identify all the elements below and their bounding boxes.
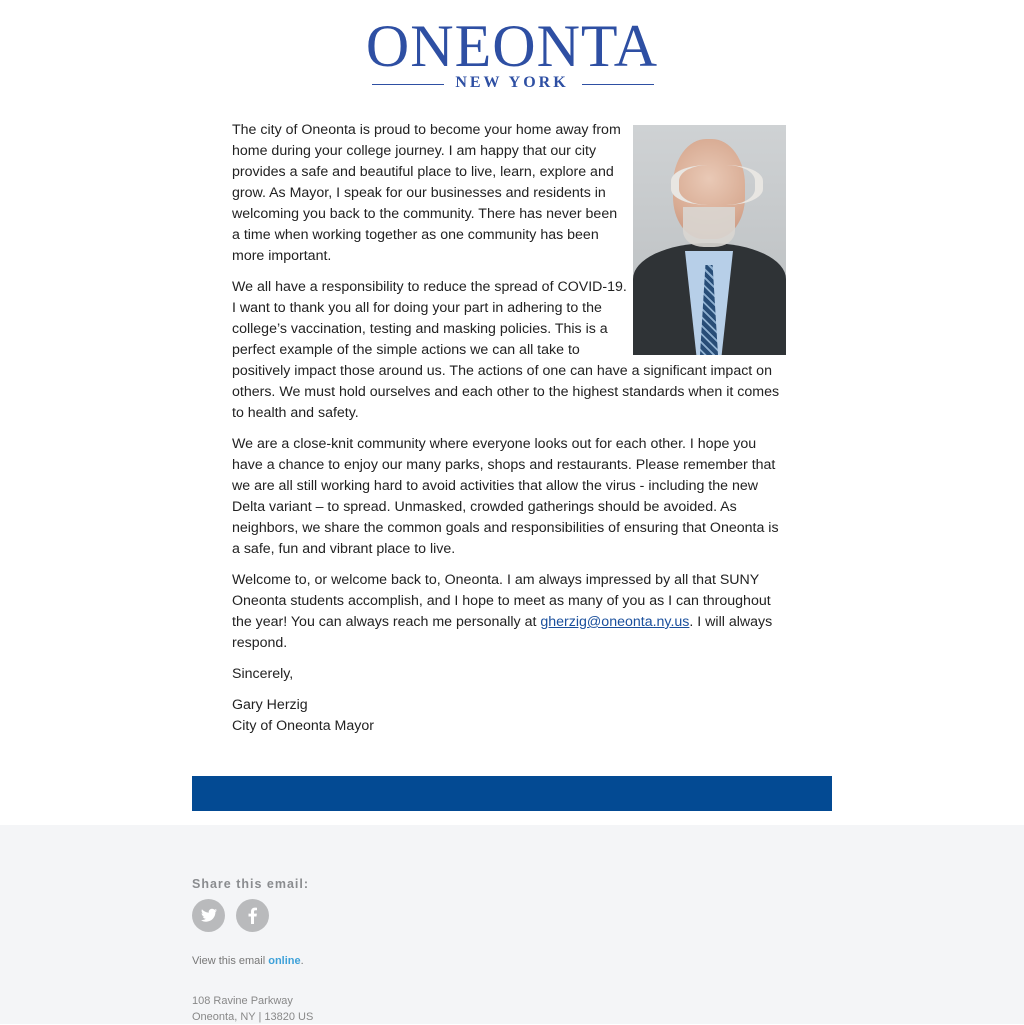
mayor-letter <box>232 120 786 737</box>
address-line-2: Oneonta, NY | 13820 US <box>192 1011 314 1023</box>
blue-divider-bar <box>192 776 832 811</box>
letter-paragraph-4: Welcome to, or welcome back to, Oneonta. I am always impressed by all that SUNY Oneonta students accomplish, and I hope to meet as many of you as I can throughout the year! You can always reach me personally at gherzig@oneonta.ny.us. I will always respond. <box>232 572 773 651</box>
signature-title: City of Oneonta Mayor <box>232 718 374 734</box>
letter-paragraph-2: We all have a responsibility to reduce the spread of COVID-19. I want to thank you all for doing your part in adhering to the college’s vaccination, testing and masking policies. This is a perfect example of the simple actions we can all take to positively impact those around us. The actions of one can have a significant impact on others. We must hold ourselves and each other to the highest standards when it comes to health and safety. <box>232 279 780 421</box>
mayor-photo <box>633 125 786 355</box>
logo-wordmark: ONEONTA <box>365 13 659 79</box>
email-footer <box>0 825 1024 1024</box>
facebook-icon[interactable] <box>236 899 269 932</box>
signature-name: Gary Herzig <box>232 697 308 713</box>
mailing-address <box>192 993 313 1025</box>
oneonta-logo <box>0 10 1024 100</box>
logo-rule-right <box>582 84 654 85</box>
share-label: Share this email: <box>192 877 310 891</box>
address-line-1: 108 Ravine Parkway <box>192 995 293 1007</box>
view-online-text: View this email online. <box>192 955 304 967</box>
letter-paragraph-3: We are a close-knit community where everyone looks out for each other. I hope you have a chance to enjoy our many parks, shops and restaurants. Please remember that we are all still working hard to avoid activities that allow the virus - including the new Delta variant – to spread. Unmasked, crowded gatherings should be avoided. As neighbors, we share the common goals and responsibilities of ensuring that Oneonta is a safe, fun and vibrant place to live. <box>232 436 779 557</box>
view-online-link[interactable]: online <box>268 955 301 967</box>
letter-paragraph-1: The city of Oneonta is proud to become your home away from home during your college journey. I am happy that our city provides a safe and beautiful place to live, learn, explore and grow. As Mayor, I speak for our businesses and residents in welcoming you back to the community. There has never been a time when working together as one community has been more important. <box>232 122 621 264</box>
mayor-email-link[interactable]: gherzig@oneonta.ny.us <box>540 614 690 630</box>
letter-closing: Sincerely, <box>232 666 294 682</box>
logo-subtitle: NEW YORK <box>455 74 569 91</box>
twitter-icon[interactable] <box>192 899 225 932</box>
